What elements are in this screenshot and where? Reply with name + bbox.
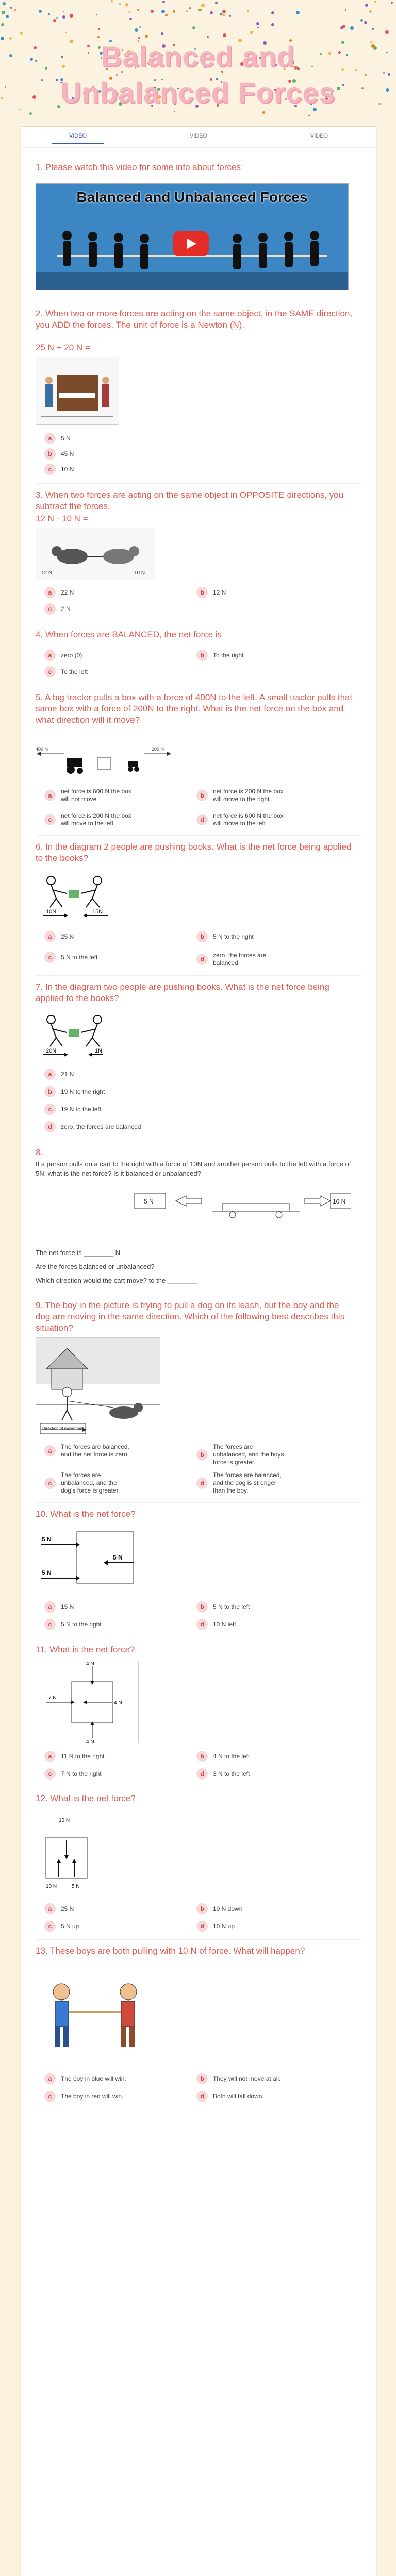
option-b-text: To the right [213,651,244,659]
option-c-badge: c [44,952,56,963]
question-2: 2. When two or more forces are acting on the same object, in the SAME direction, you ADD the forces. The unit of force is a Newton (N). [36,309,353,330]
cart-icon [124,1188,351,1234]
option-a-text: zero (0) [61,651,82,659]
q7-right-label: 1N [95,1048,103,1054]
option-a-text: net force is 600 N the box will not move [61,788,131,803]
pushers-icon [36,1009,175,1061]
q8-right-label: 10 N [333,1198,346,1205]
option-c-badge: c [44,2091,56,2102]
option-d-text: 10 N up [213,1922,235,1930]
svg-text:10 N: 10 N [134,570,145,576]
question-4: 4. When forces are BALANCED, the net force is [36,630,222,639]
option-b[interactable] [196,2073,285,2084]
option-a[interactable] [44,1601,133,1613]
divider [36,1939,361,1940]
option-b-badge: b [196,1751,208,1762]
option-c-badge: c [44,1619,56,1630]
play-button-icon[interactable] [173,231,209,256]
option-c[interactable] [44,1768,133,1780]
question-10: 10. What is the net force? [36,1509,136,1519]
option-c-text: The forces are unbalanced, and the dog's force is greater. [61,1471,120,1494]
option-c[interactable] [44,666,133,677]
question-12: 12. What is the net force? [36,1793,136,1803]
q11-left-label: 7 N [48,1695,57,1701]
option-b[interactable] [196,1601,285,1613]
option-a-badge: a [44,790,56,801]
option-b[interactable] [44,448,133,460]
title-line-1: Balanced and [101,40,295,73]
option-c[interactable] [44,812,133,827]
question-11: 11. What is the net force? [36,1645,135,1654]
option-d-badge: d [196,1921,208,1932]
option-c-text: 5 N to the left [61,953,98,961]
option-c[interactable] [44,603,133,615]
option-c-badge: c [44,1921,56,1932]
option-d-text: zero, the forces are balanced [213,952,267,967]
video-player[interactable] [36,183,349,290]
worksheet-card [21,126,376,2576]
piano-icon [36,357,119,424]
option-d-badge: d [196,954,208,965]
option-b[interactable] [196,587,285,598]
option-a-badge: a [44,931,56,942]
svg-text:12 N: 12 N [41,570,53,576]
question-13: 13. These boys are both pulling with 10 N of force. What will happen? [36,1946,305,1956]
cart-diagram [124,1188,351,1234]
option-a-text: 25 N [61,1905,74,1912]
option-a[interactable] [44,1443,133,1459]
option-a-badge: a [44,1069,56,1080]
option-c[interactable] [44,1104,133,1115]
option-c-text: 5 N up [61,1922,79,1930]
option-d[interactable] [196,1921,285,1932]
force-box-diagram-10 [36,1524,159,1591]
q10-left-label: 5 N [42,1536,52,1543]
q8-blank-3[interactable]: Which direction would the cart move? to the ________ [36,1277,197,1284]
force-box-diagram-12 [36,1811,103,1894]
option-a[interactable] [44,1903,133,1914]
option-c-badge: c [44,1478,56,1489]
tractor-diagram [36,747,175,778]
option-a-badge: a [44,433,56,444]
option-b[interactable] [44,1086,133,1097]
option-d-text: 10 N left [213,1620,236,1628]
option-b-text: 45 N [61,450,74,457]
question-8: If a person pulls on a cart to the right with a force of 10N and another person pulls to the left with a force of 5N, what is the net force? Is it balanced or unbalanced? [36,1160,351,1177]
option-c-badge: c [44,1104,56,1115]
option-a[interactable] [44,650,133,661]
option-c-badge: c [44,603,56,615]
option-c[interactable] [44,1921,133,1932]
option-b[interactable] [196,1443,285,1466]
option-a-badge: a [44,1601,56,1613]
boy-dog-icon [36,1338,160,1436]
option-c-badge: c [44,814,56,825]
q7-left-label: 20N [46,1048,57,1054]
option-a[interactable] [44,433,133,444]
option-d[interactable] [196,1619,285,1630]
direction-caption: Direction of movement [42,1426,84,1431]
option-b-text: 12 N [213,588,226,596]
dog-pull-image [36,528,155,580]
option-a[interactable] [44,788,133,803]
option-d[interactable] [44,1121,216,1132]
divider [36,1502,361,1503]
question-3-equation: 12 N - 10 N = [36,514,88,523]
q12-top-label: 10 N [59,1818,70,1823]
force-box-icon [36,1811,103,1894]
divider [36,483,361,484]
option-b-text: 4 N to the left [213,1752,250,1760]
option-a-text: 5 N [61,434,71,442]
option-b-badge: b [196,1903,208,1914]
option-d-badge: d [196,2091,208,2102]
book-push-diagram [36,870,175,922]
option-c-badge: c [44,464,56,475]
pushers-icon [36,870,175,922]
tab-video-3[interactable]: VIDEO [310,133,328,139]
option-a-badge: a [44,1445,56,1456]
option-b-badge: b [44,1086,56,1097]
option-b-badge: b [196,1601,208,1613]
question-5: 5. A big tractor pulls a box with a force of 400N to the left. A small tractor pulls that same box with a force of 200N to the right. What is the net force on the box and what direction will it move? [36,692,353,725]
force-box-icon [36,1661,159,1743]
option-a-text: 25 N [61,933,74,940]
option-a-badge: a [44,587,56,598]
q5-left-label: 400 N [36,747,48,752]
q6-left-label: 10N [46,909,57,915]
tug-boys-image [36,1971,154,2064]
option-b-text: 5 N to the right [213,933,254,940]
option-c[interactable] [44,952,133,963]
option-c[interactable] [44,1471,133,1495]
option-d-badge: d [196,1478,208,1489]
option-b-badge: b [196,2073,208,2084]
piano-push-image [36,357,119,425]
q11-top-label: 4 N [86,1661,94,1667]
option-a-badge: a [44,650,56,661]
q10-left2-label: 5 N [42,1569,52,1577]
option-c-text: 2 N [61,605,71,613]
option-c-text: net force is 200 N the box will move to the left [61,812,131,827]
option-a-text: The forces are balanced, and the net force is zero. [61,1443,129,1458]
option-d-badge: d [196,1619,208,1630]
option-b-badge: b [196,790,208,801]
option-b[interactable] [196,1903,285,1914]
q12-bottom-right: 5 N [72,1884,80,1889]
option-c[interactable] [44,464,133,475]
option-d-badge: d [196,1768,208,1780]
tab-bar [21,127,376,148]
question-7: 7. In the diagram two people are pushing books. What is the net force being applied to the books? [36,982,329,1003]
question-2-equation: 25 N + 20 N = [36,343,90,352]
option-a[interactable] [44,587,133,598]
option-a[interactable] [44,2073,133,2084]
option-d-text: Both will fall down. [213,2092,264,2100]
dogs-icon [36,528,155,580]
option-a[interactable] [44,931,133,942]
option-c-text: 10 N [61,465,74,473]
option-d[interactable] [196,952,285,967]
option-a-badge: a [44,1903,56,1914]
option-d-badge: d [196,814,208,825]
option-c-text: 5 N to the right [61,1620,102,1628]
page-title [0,39,396,111]
force-box-icon [36,1524,159,1591]
option-c-badge: c [44,666,56,677]
question-8-number: 8. [36,1147,43,1157]
option-c[interactable] [44,2091,133,2102]
option-c[interactable] [44,1619,133,1630]
question-3: 3. When two forces are acting on the same object in OPPOSITE directions, you subtract the forces. [36,490,344,511]
option-d-text: 3 N to the left [213,1770,250,1777]
divider [36,975,361,976]
option-b-badge: b [196,1449,208,1461]
tab-video-1[interactable]: VIDEO [52,133,104,144]
question-9: 9. The boy in the picture is trying to pull a dog on its leash, but the boy and the dog are moving in the same direction. Which of the following best describes this situation? [36,1300,345,1333]
option-d[interactable] [196,812,285,827]
option-b-text: net force is 200 N the box will move to the right [213,788,284,803]
option-a[interactable] [44,1751,133,1762]
q10-right-label: 5 N [113,1554,123,1561]
option-d-text: The forces are balanced, and the dog is stronger than the boy. [213,1471,282,1494]
q12-bottom-left: 10 N [46,1884,57,1889]
option-a-text: 11 N to the right [61,1752,105,1760]
boys-icon [36,1971,154,2064]
tractor-icon [36,747,175,778]
option-b[interactable] [196,788,285,803]
question-6: 6. In the diagram 2 people are pushing books. What is the net force being applied to the books? [36,842,352,863]
option-d[interactable] [196,2091,285,2102]
option-a[interactable] [44,1069,133,1080]
option-b[interactable] [196,1751,285,1762]
question-1: 1. Please watch this video for some info about forces: [36,162,243,172]
q6-right-label: 15N [92,909,103,915]
option-b-badge: b [196,931,208,942]
divider [36,835,361,836]
option-d[interactable] [196,1768,285,1780]
option-c-text: The boy in red will win. [61,2092,124,2100]
option-a-badge: a [44,2073,56,2084]
option-d-badge: d [44,1121,56,1132]
option-a-text: 15 N [61,1603,74,1611]
option-a-text: 21 N [61,1070,74,1078]
option-a-text: 22 N [61,588,74,596]
option-d-text: zero, the forces are balanced [61,1123,141,1130]
video-title: Balanced and Unbalanced Forces [76,189,308,205]
option-b-text: They will not move at all. [213,2075,281,2082]
option-b-text: The forces are unbalanced, and the boys force is greater. [213,1443,284,1466]
option-a-text: The boy in blue will win. [61,2075,126,2082]
q8-blank-1[interactable]: The net force is ________ N [36,1249,121,1257]
force-box-diagram-11 [36,1661,159,1743]
q5-right-label: 200 N [152,747,164,752]
option-b-text: 5 N to the left [213,1603,250,1611]
option-b-badge: b [196,650,208,661]
option-d[interactable] [196,1471,285,1495]
boy-dog-image [36,1337,160,1436]
option-c-text: 19 N to the left [61,1105,102,1113]
q11-bottom-label: 4 N [86,1739,94,1743]
option-c-text: 7 N to the right [61,1770,102,1777]
page-header [0,0,396,118]
tab-video-2[interactable]: VIDEO [189,133,208,139]
title-line-2: Unbalanced Forces [60,76,336,109]
option-b-text: 19 N to the right [61,1088,105,1095]
q11-right-label: 4 N [114,1700,122,1706]
book-push-diagram-2 [36,1009,175,1061]
option-b-badge: b [196,587,208,598]
option-b-text: 10 N down [213,1905,243,1912]
option-b-badge: b [44,448,56,460]
option-a-badge: a [44,1751,56,1762]
option-b[interactable] [196,650,285,661]
q8-blank-2[interactable]: Are the forces balanced or unbalanced? [36,1263,155,1270]
option-c-badge: c [44,1768,56,1780]
q8-left-label: 5 N [144,1198,154,1205]
option-c-text: To the left [61,668,88,675]
option-d-text: net force is 600 N the box will move to the left [213,812,284,827]
option-b[interactable] [196,931,285,942]
